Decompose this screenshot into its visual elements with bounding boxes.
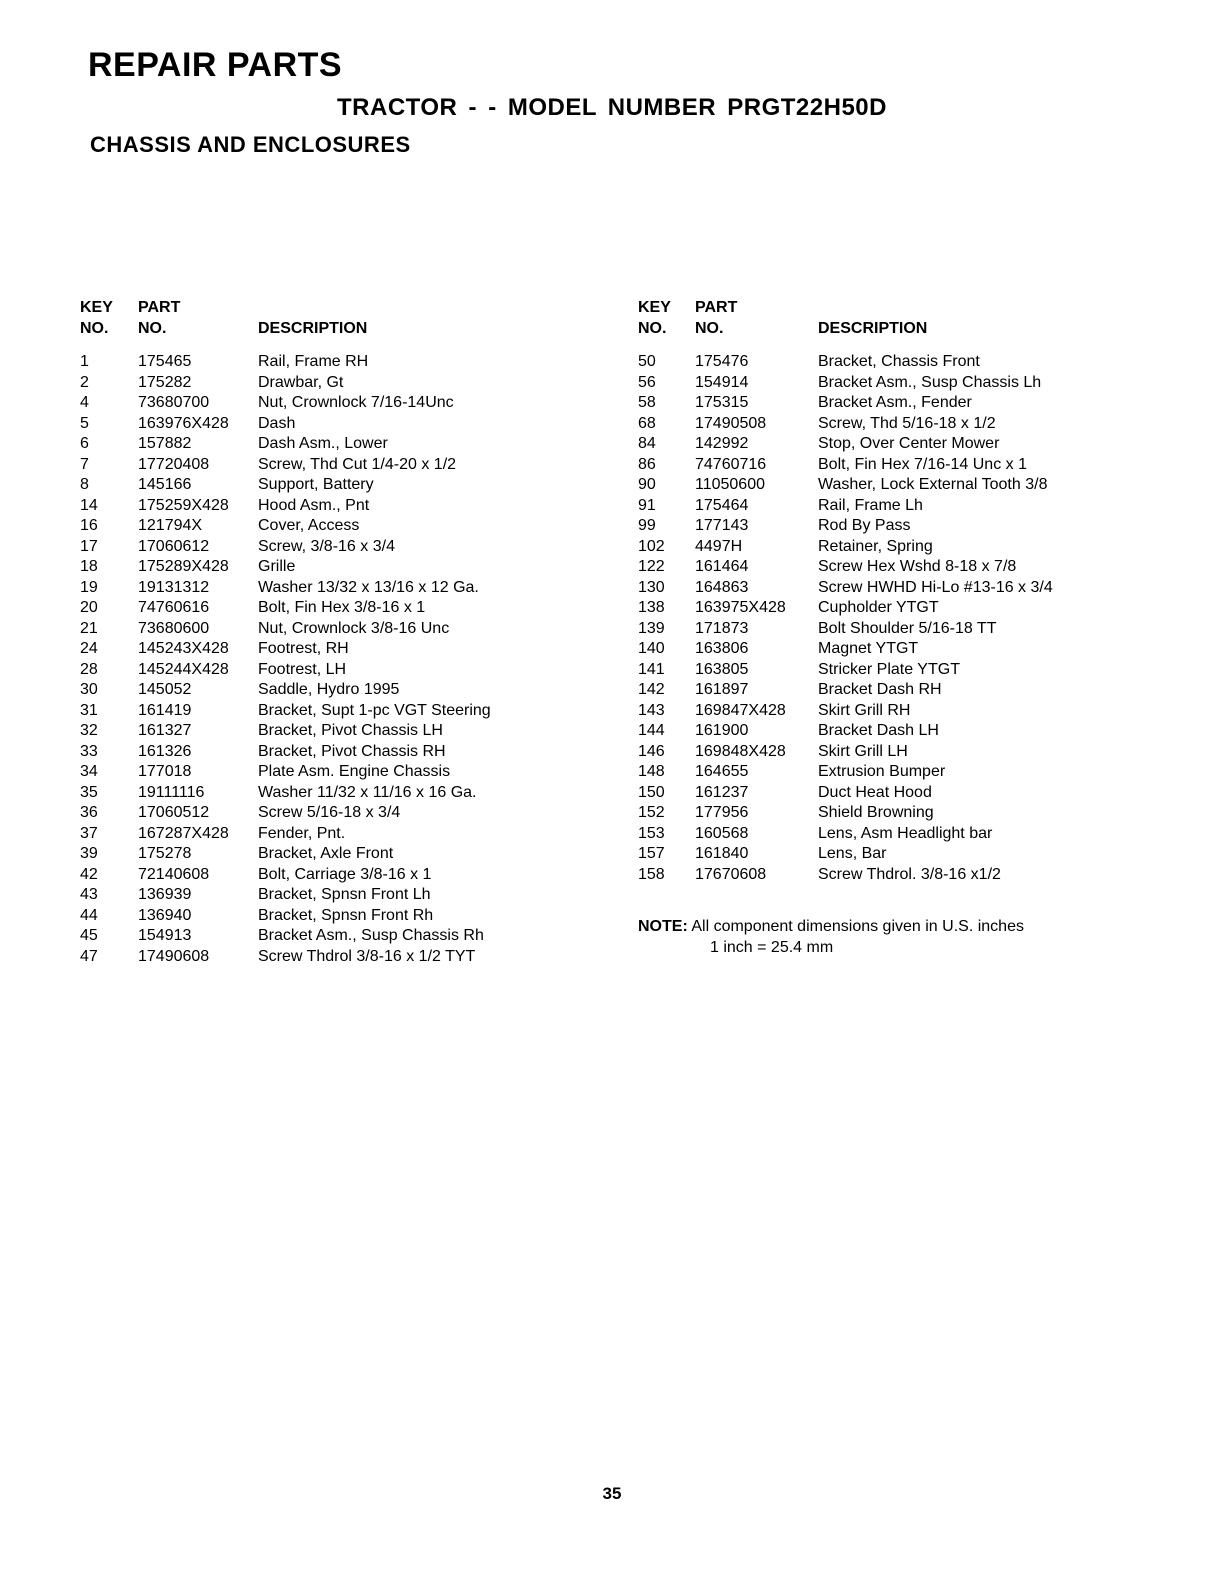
key-no-cell: 138: [638, 599, 665, 616]
description-cell: Support, Battery: [258, 476, 374, 493]
part-no-cell: 161900: [695, 722, 749, 739]
key-no-cell: 6: [80, 435, 89, 452]
part-no-cell: 74760616: [138, 599, 210, 616]
part-no-cell: 17670608: [695, 865, 767, 883]
key-no-cell: 143: [638, 701, 665, 719]
table-row: [638, 352, 1158, 373]
header-description: [258, 319, 580, 340]
key-no-cell: 142: [638, 681, 665, 698]
key-no-cell: 148: [638, 763, 665, 780]
part-no-cell: 145243X428: [138, 640, 229, 657]
note-label: NOTE:: [638, 918, 688, 935]
description-cell: Screw HWHD Hi-Lo #13-16 x 3/4: [818, 578, 1053, 596]
description-cell: Bracket Asm., Fender: [818, 394, 972, 411]
parts-table-left: [80, 298, 580, 967]
key-no-cell: 158: [638, 865, 665, 883]
table-row: [638, 393, 1158, 414]
description-cell: Rod By Pass: [818, 517, 911, 534]
key-no-cell: 1: [80, 353, 89, 370]
part-no-cell: 161897: [695, 681, 749, 698]
part-no-cell: 175278: [138, 845, 192, 862]
key-no-cell: 24: [80, 640, 98, 657]
part-no-cell: 72140608: [138, 865, 210, 883]
table-row: [80, 680, 580, 701]
key-no-cell: 50: [638, 353, 656, 370]
key-no-cell: 35: [80, 783, 98, 801]
description-cell: Rail, Frame Lh: [818, 496, 923, 514]
key-no-cell: 141: [638, 660, 665, 678]
part-no-cell: 177956: [695, 804, 749, 821]
description-cell: Nut, Crownlock 7/16-14Unc: [258, 394, 454, 411]
description-cell: Stop, Over Center Mower: [818, 435, 1000, 452]
table-row: [638, 516, 1158, 537]
table-row: [80, 393, 580, 414]
description-cell: Stricker Plate YTGT: [818, 660, 960, 678]
key-no-cell: 36: [80, 804, 98, 821]
table-row: [80, 619, 580, 640]
part-no-cell: 175464: [695, 496, 749, 514]
key-no-cell: 43: [80, 886, 98, 903]
description-cell: Bolt, Fin Hex 3/8-16 x 1: [258, 599, 426, 616]
key-no-cell: 130: [638, 578, 665, 596]
description-cell: Washer 11/32 x 11/16 x 16 Ga.: [258, 783, 477, 801]
header-description: [818, 319, 1158, 340]
key-no-cell: 157: [638, 845, 665, 862]
description-cell: Screw Thdrol. 3/8-16 x1/2: [818, 865, 1001, 883]
description-cell: Bracket, Pivot Chassis RH: [258, 742, 446, 760]
key-no-cell: 37: [80, 824, 98, 842]
key-no-cell: 39: [80, 845, 98, 862]
key-no-cell: 7: [80, 455, 89, 473]
table-row: [638, 414, 1158, 435]
key-no-cell: 30: [80, 681, 98, 698]
description-cell: Fender, Pnt.: [258, 824, 346, 842]
part-no-cell: 163975X428: [695, 599, 786, 616]
part-no-cell: 121794X: [138, 517, 203, 534]
parts-table-right: [638, 298, 1158, 885]
description-cell: Rail, Frame RH: [258, 353, 369, 370]
table-row: [80, 414, 580, 435]
header-part-no: [695, 298, 818, 339]
part-no-cell: 145052: [138, 681, 192, 698]
part-no-cell: 154913: [138, 927, 192, 944]
part-no-cell: 17490608: [138, 947, 210, 965]
note-block: [638, 916, 1158, 958]
part-no-cell: 175289X428: [138, 558, 229, 575]
description-cell: Bracket, Spnsn Front Lh: [258, 886, 431, 903]
key-no-cell: 17: [80, 537, 98, 555]
table-rows-left: [80, 352, 580, 967]
key-no-cell: 4: [80, 394, 89, 411]
header-part-no-label: NO.: [695, 319, 724, 337]
part-no-cell: 175476: [695, 353, 749, 370]
description-cell: Bracket, Axle Front: [258, 845, 394, 862]
key-no-cell: 42: [80, 865, 98, 883]
header-key-no: [80, 298, 138, 339]
part-no-cell: 145244X428: [138, 660, 229, 678]
part-no-cell: 161326: [138, 742, 192, 760]
description-cell: Plate Asm. Engine Chassis: [258, 763, 451, 780]
part-no-cell: 161237: [695, 783, 749, 801]
part-no-cell: 157882: [138, 435, 192, 452]
table-row: [638, 496, 1158, 517]
table-row: [638, 639, 1158, 660]
part-no-cell: 167287X428: [138, 824, 229, 842]
key-no-cell: 19: [80, 578, 98, 596]
description-cell: Screw Hex Wshd 8-18 x 7/8: [818, 558, 1017, 575]
part-no-cell: 163806: [695, 640, 749, 657]
table-row: [638, 455, 1158, 476]
table-row: [80, 434, 580, 455]
part-no-cell: 4497H: [695, 537, 743, 555]
description-cell: Cupholder YTGT: [818, 599, 939, 616]
part-no-cell: 73680700: [138, 394, 210, 411]
part-no-cell: 163976X428: [138, 414, 229, 432]
table-row: [80, 906, 580, 927]
key-no-cell: 56: [638, 373, 656, 391]
table-row: [638, 619, 1158, 640]
table-row: [80, 947, 580, 968]
key-no-cell: 45: [80, 927, 98, 944]
table-header: [80, 298, 580, 339]
key-no-cell: 18: [80, 558, 98, 575]
key-no-cell: 153: [638, 824, 665, 842]
table-row: [638, 373, 1158, 394]
table-row: [638, 434, 1158, 455]
table-row: [80, 783, 580, 804]
table-row: [638, 537, 1158, 558]
key-no-cell: 68: [638, 414, 656, 432]
table-row: [638, 824, 1158, 845]
part-no-cell: 17490508: [695, 414, 767, 432]
description-cell: Drawbar, Gt: [258, 373, 344, 391]
note-text: All component dimensions given in U.S. inches: [691, 918, 1024, 935]
description-cell: Bracket, Chassis Front: [818, 353, 980, 370]
description-cell: Washer 13/32 x 13/16 x 12 Ga.: [258, 578, 479, 596]
part-no-cell: 177143: [695, 517, 749, 534]
description-cell: Lens, Asm Headlight bar: [818, 824, 993, 842]
table-row: [638, 783, 1158, 804]
part-no-cell: 164655: [695, 763, 749, 780]
part-no-cell: 161419: [138, 701, 192, 719]
key-no-cell: 122: [638, 558, 665, 575]
part-no-cell: 175315: [695, 394, 749, 411]
part-no-cell: 161327: [138, 722, 192, 739]
table-row: [80, 885, 580, 906]
part-no-cell: 154914: [695, 373, 749, 391]
key-no-cell: 90: [638, 476, 656, 493]
description-cell: Bolt, Carriage 3/8-16 x 1: [258, 865, 432, 883]
table-row: [80, 598, 580, 619]
key-no-cell: 14: [80, 496, 98, 514]
description-cell: Hood Asm., Pnt: [258, 496, 370, 514]
description-cell: Dash Asm., Lower: [258, 435, 388, 452]
part-no-cell: 161840: [695, 845, 749, 862]
part-no-cell: 145166: [138, 476, 192, 493]
part-no-cell: 73680600: [138, 619, 210, 637]
part-no-cell: 169848X428: [695, 742, 786, 760]
table-row: [638, 742, 1158, 763]
table-row: [80, 578, 580, 599]
description-cell: Washer, Lock External Tooth 3/8: [818, 476, 1048, 493]
key-no-cell: 44: [80, 906, 98, 924]
part-no-cell: 136940: [138, 906, 192, 924]
header-part-label: PART: [695, 299, 738, 316]
table-row: [80, 660, 580, 681]
description-cell: Retainer, Spring: [818, 537, 933, 555]
header-key-no-label: NO.: [80, 319, 109, 337]
table-row: [638, 701, 1158, 722]
part-no-cell: 177018: [138, 763, 192, 780]
key-no-cell: 31: [80, 701, 98, 719]
part-no-cell: 17060512: [138, 804, 210, 821]
table-row: [80, 701, 580, 722]
description-cell: Magnet YTGT: [818, 640, 919, 657]
table-row: [80, 824, 580, 845]
table-row: [80, 721, 580, 742]
key-no-cell: 84: [638, 435, 656, 452]
part-no-cell: 19131312: [138, 578, 210, 596]
key-no-cell: 2: [80, 373, 89, 391]
part-no-cell: 11050600: [695, 476, 765, 493]
table-rows-right: [638, 352, 1158, 885]
part-no-cell: 169847X428: [695, 701, 786, 719]
table-row: [638, 721, 1158, 742]
key-no-cell: 86: [638, 455, 656, 473]
description-cell: Screw, Thd 5/16-18 x 1/2: [818, 414, 996, 432]
table-row: [80, 762, 580, 783]
table-row: [638, 578, 1158, 599]
description-cell: Bracket Asm., Susp Chassis Lh: [818, 373, 1042, 391]
key-no-cell: 140: [638, 640, 665, 657]
key-no-cell: 102: [638, 537, 665, 555]
part-no-cell: 163805: [695, 660, 749, 678]
table-row: [638, 803, 1158, 824]
table-header: [638, 298, 1158, 339]
table-row: [638, 660, 1158, 681]
table-row: [80, 926, 580, 947]
key-no-cell: 28: [80, 660, 98, 678]
description-cell: Duct Heat Hood: [818, 783, 932, 801]
part-no-cell: 164863: [695, 578, 749, 596]
note-line: [638, 916, 1158, 937]
part-no-cell: 171873: [695, 619, 749, 637]
key-no-cell: 150: [638, 783, 665, 801]
page-number: 35: [602, 1484, 622, 1503]
description-cell: Saddle, Hydro 1995: [258, 681, 400, 698]
description-cell: Shield Browning: [818, 804, 934, 821]
part-no-cell: 142992: [695, 435, 749, 452]
table-row: [638, 680, 1158, 701]
note-line: 1 inch = 25.4 mm: [710, 939, 834, 956]
description-cell: Bolt Shoulder 5/16-18 TT: [818, 619, 997, 637]
key-no-cell: 20: [80, 599, 98, 616]
description-cell: Screw, 3/8-16 x 3/4: [258, 537, 395, 555]
table-row: [638, 557, 1158, 578]
section-heading: CHASSIS AND ENCLOSURES: [90, 132, 411, 157]
description-cell: Screw Thdrol 3/8-16 x 1/2 TYT: [258, 947, 476, 965]
part-no-cell: 175259X428: [138, 496, 229, 514]
part-no-cell: 19111116: [138, 783, 205, 801]
key-no-cell: 47: [80, 947, 98, 965]
description-cell: Screw, Thd Cut 1/4-20 x 1/2: [258, 455, 457, 473]
key-no-cell: 99: [638, 517, 656, 534]
header-description-label: DESCRIPTION: [258, 319, 368, 337]
description-cell: Skirt Grill LH: [818, 742, 908, 760]
table-row: [80, 455, 580, 476]
part-no-cell: 175282: [138, 373, 192, 391]
header-description-label: DESCRIPTION: [818, 319, 928, 337]
description-cell: Grille: [258, 558, 296, 575]
key-no-cell: 146: [638, 742, 665, 760]
model-subtitle: TRACTOR - - MODEL NUMBER PRGT22H50D: [337, 94, 887, 121]
table-row: [80, 742, 580, 763]
table-row: [638, 844, 1158, 865]
key-no-cell: 91: [638, 496, 656, 514]
description-cell: Bracket Dash RH: [818, 681, 942, 698]
header-key-no: [638, 298, 695, 339]
table-row: [80, 844, 580, 865]
key-no-cell: 144: [638, 722, 665, 739]
header-key-label: KEY: [80, 299, 113, 316]
part-no-cell: 136939: [138, 886, 192, 903]
key-no-cell: 34: [80, 763, 98, 780]
table-row: [638, 762, 1158, 783]
part-no-cell: 17720408: [138, 455, 210, 473]
table-row: [80, 516, 580, 537]
part-no-cell: 161464: [695, 558, 749, 575]
page-title: REPAIR PARTS: [88, 46, 343, 84]
key-no-cell: 21: [80, 619, 98, 637]
key-no-cell: 139: [638, 619, 665, 637]
header-key-label: KEY: [638, 299, 671, 316]
description-cell: Extrusion Bumper: [818, 763, 946, 780]
description-cell: Nut, Crownlock 3/8-16 Unc: [258, 619, 450, 637]
part-no-cell: 17060612: [138, 537, 210, 555]
key-no-cell: 5: [80, 414, 89, 432]
header-part-no: [138, 298, 258, 339]
table-row: [638, 475, 1158, 496]
key-no-cell: 33: [80, 742, 98, 760]
key-no-cell: 58: [638, 394, 656, 411]
description-cell: Cover, Access: [258, 517, 360, 534]
description-cell: Bracket, Supt 1-pc VGT Steering: [258, 701, 491, 719]
header-part-label: PART: [138, 299, 181, 316]
table-row: [638, 598, 1158, 619]
part-no-cell: 74760716: [695, 455, 767, 473]
part-no-cell: 160568: [695, 824, 749, 842]
key-no-cell: 152: [638, 804, 665, 821]
part-no-cell: 175465: [138, 353, 192, 370]
description-cell: Bracket, Pivot Chassis LH: [258, 722, 443, 739]
table-row: [80, 639, 580, 660]
table-row: [80, 373, 580, 394]
table-row: [638, 865, 1158, 886]
description-cell: Lens, Bar: [818, 845, 887, 862]
description-cell: Screw 5/16-18 x 3/4: [258, 804, 401, 821]
table-row: [80, 537, 580, 558]
header-part-no-label: NO.: [138, 319, 167, 337]
table-row: [80, 352, 580, 373]
description-cell: Bracket Asm., Susp Chassis Rh: [258, 927, 484, 944]
description-cell: Bracket, Spnsn Front Rh: [258, 906, 434, 924]
key-no-cell: 16: [80, 517, 98, 534]
key-no-cell: 8: [80, 476, 89, 493]
table-row: [80, 865, 580, 886]
description-cell: Skirt Grill RH: [818, 701, 911, 719]
description-cell: Footrest, RH: [258, 640, 349, 657]
table-row: [80, 496, 580, 517]
table-row: [80, 557, 580, 578]
table-row: [80, 475, 580, 496]
table-row: [80, 803, 580, 824]
description-cell: Bolt, Fin Hex 7/16-14 Unc x 1: [818, 455, 1027, 473]
header-key-no-label: NO.: [638, 319, 667, 337]
key-no-cell: 32: [80, 722, 98, 739]
description-cell: Bracket Dash LH: [818, 722, 939, 739]
description-cell: Footrest, LH: [258, 660, 347, 678]
description-cell: Dash: [258, 414, 296, 432]
